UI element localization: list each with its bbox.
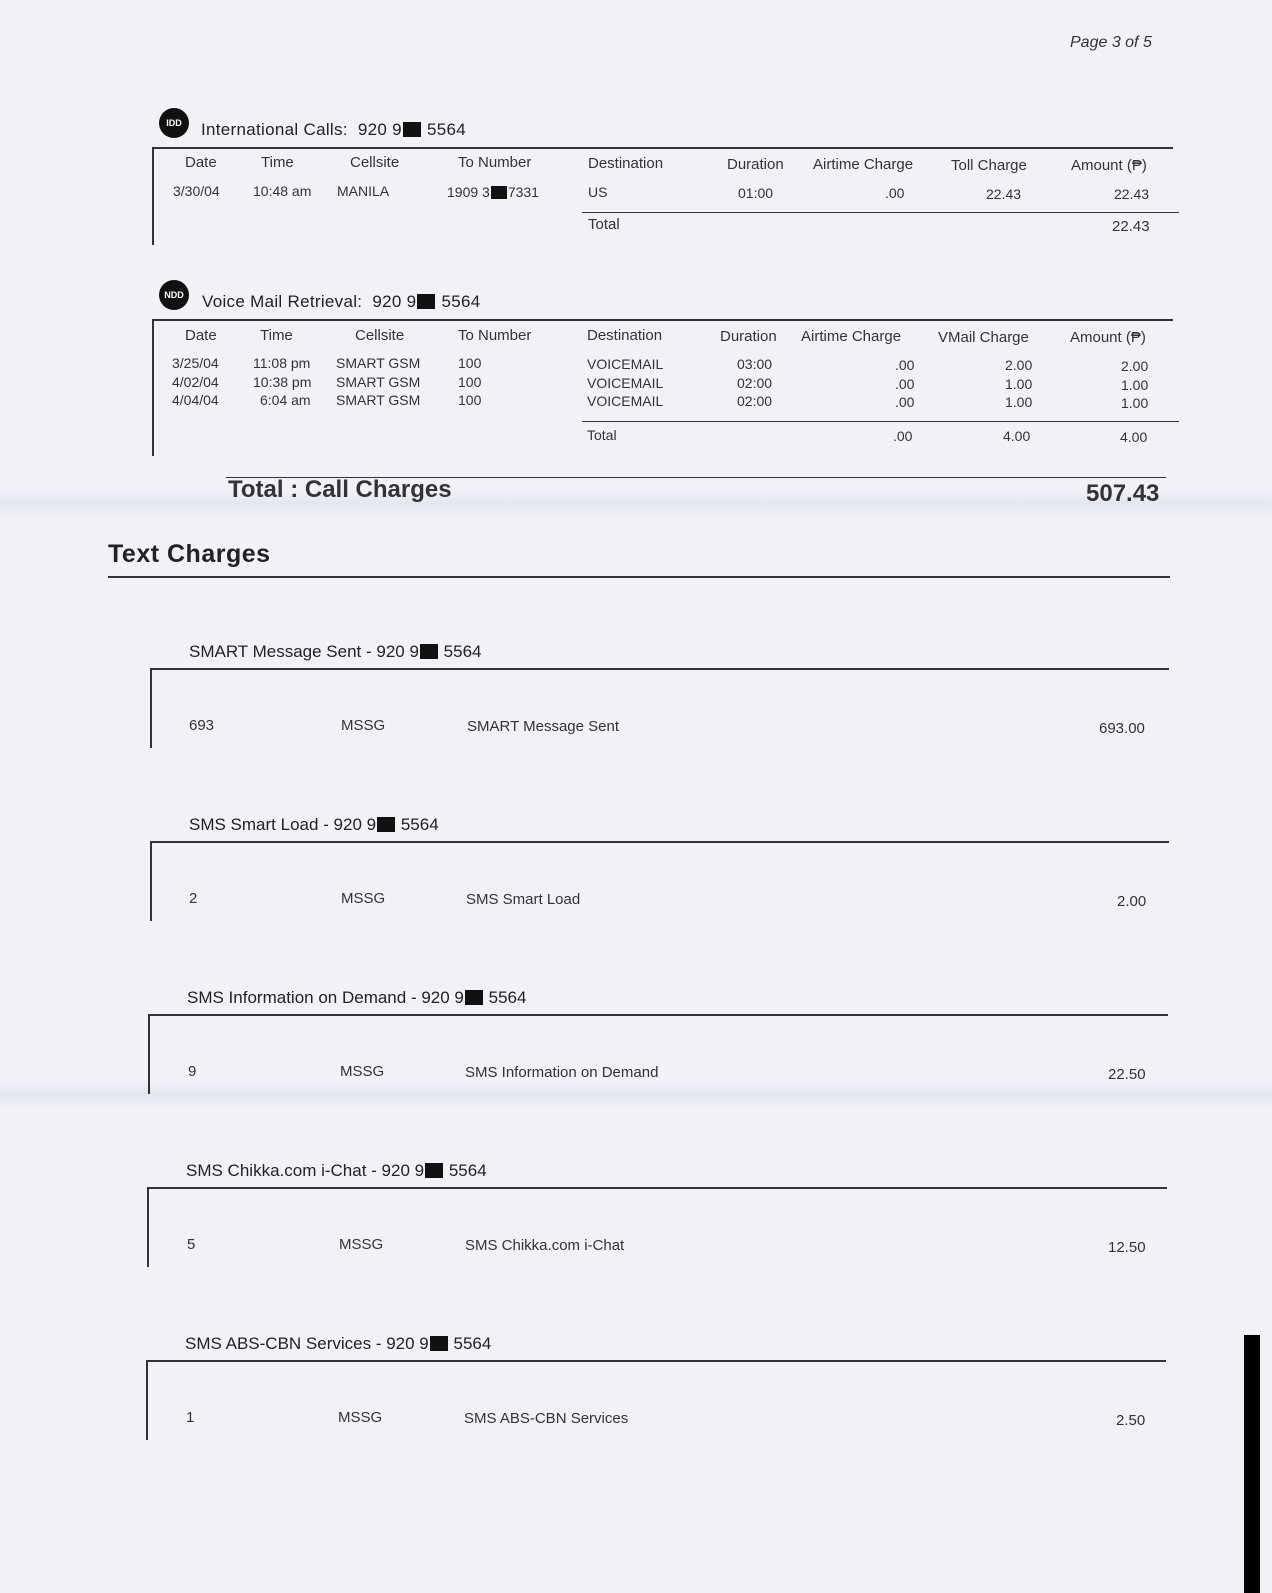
col-header-date: Date <box>185 327 217 344</box>
title-suffix: 5564 <box>443 642 482 661</box>
col-header-to-number: To Number <box>458 327 532 344</box>
section-left-rule <box>150 668 152 748</box>
redaction-mark <box>417 294 435 309</box>
cell-amount: 12.50 <box>1108 1239 1146 1256</box>
idd-badge-icon: IDD <box>159 108 189 138</box>
cell-count: 1 <box>186 1409 195 1426</box>
redaction-mark <box>465 990 483 1005</box>
col-header-airtime-charge: Airtime Charge <box>813 156 914 173</box>
col-header-time: Time <box>261 154 294 171</box>
scan-edge-bar <box>1244 1335 1260 1593</box>
cell-count: 2 <box>189 890 198 907</box>
cell-destination: VOICEMAIL <box>587 393 664 409</box>
cell-count: 5 <box>187 1236 196 1253</box>
cell-vmail-charge: 2.00 <box>1005 357 1033 373</box>
phone-number-suffix: 5564 <box>441 292 481 311</box>
section-left-rule <box>147 1187 149 1267</box>
section-left-rule <box>152 319 154 456</box>
cell-duration: 03:00 <box>737 356 773 372</box>
redaction-mark <box>420 644 438 659</box>
cell-cellsite: SMART GSM <box>336 355 421 371</box>
col-header-cellsite: Cellsite <box>350 154 400 171</box>
page-number: Page 3 of 5 <box>1070 34 1152 51</box>
cell-amount: 22.43 <box>1114 186 1150 202</box>
cell-type: MSSG <box>341 890 386 907</box>
title-prefix: SMS Chikka.com i-Chat - 920 9 <box>186 1161 425 1180</box>
cell-airtime-charge: .00 <box>895 357 915 373</box>
cell-airtime-charge: .00 <box>895 394 915 410</box>
text-section-title <box>189 815 439 835</box>
section-left-rule <box>152 147 154 245</box>
redaction-mark <box>377 817 395 832</box>
section-left-rule <box>150 841 152 921</box>
section-top-rule <box>153 319 1173 321</box>
paper-fold <box>0 1080 1272 1108</box>
cell-count: 9 <box>188 1063 197 1080</box>
paper-fold <box>0 490 1272 518</box>
col-header-vmail-charge: VMail Charge <box>938 329 1029 346</box>
cell-vmail-charge: 1.00 <box>1005 376 1033 392</box>
col-header-date: Date <box>185 154 217 171</box>
cell-time: 10:38 pm <box>253 374 312 390</box>
cell-cellsite: MANILA <box>337 183 390 199</box>
cell-time: 6:04 am <box>260 392 311 408</box>
col-header-amount: Amount (₱) <box>1070 329 1146 346</box>
section-label: International Calls: <box>201 120 348 139</box>
total-rule <box>582 212 1179 213</box>
cell-date: 3/25/04 <box>172 355 219 371</box>
text-section-title <box>185 1334 491 1354</box>
title-suffix: 5564 <box>488 988 527 1007</box>
title-prefix: SMART Message Sent - 920 9 <box>189 642 419 661</box>
cell-amount: 693.00 <box>1099 720 1145 737</box>
title-prefix: SMS Smart Load - 920 9 <box>189 815 377 834</box>
call-charges-total-amount: 507.43 <box>1086 480 1160 507</box>
cell-toll-charge: 22.43 <box>986 186 1022 202</box>
cell-duration: 02:00 <box>737 375 773 391</box>
total-rule <box>582 421 1179 422</box>
cell-amount: 2.00 <box>1121 358 1149 374</box>
cell-time: 10:48 am <box>253 183 312 199</box>
cell-description: SMART Message Sent <box>467 718 620 735</box>
cell-amount: 2.50 <box>1116 1412 1146 1429</box>
title-prefix: SMS Information on Demand - 920 9 <box>187 988 464 1007</box>
text-section-title <box>189 642 482 662</box>
cell-duration: 01:00 <box>738 185 774 201</box>
col-header-destination: Destination <box>587 327 663 344</box>
cell-date: 4/02/04 <box>172 374 219 390</box>
cell-description: SMS Chikka.com i-Chat <box>465 1237 625 1254</box>
text-section-title <box>186 1161 487 1181</box>
section-top-rule <box>151 841 1169 843</box>
phone-number-prefix: 920 9 <box>357 120 402 139</box>
redaction-mark <box>403 122 421 137</box>
cell-type: MSSG <box>338 1409 383 1426</box>
cell-description: SMS ABS-CBN Services <box>464 1410 629 1427</box>
redaction-mark <box>430 1336 448 1351</box>
to-number-prefix: 1909 3 <box>447 184 490 200</box>
cell-vmail-charge: 1.00 <box>1005 394 1033 410</box>
cell-airtime-charge: .00 <box>885 185 905 201</box>
total-label: Total <box>587 427 617 443</box>
section-top-rule <box>148 1187 1167 1189</box>
cell-duration: 02:00 <box>737 393 773 409</box>
redaction-mark <box>425 1163 443 1178</box>
voicemail-title <box>202 292 480 312</box>
total-amount: 22.43 <box>1112 218 1150 235</box>
section-top-rule <box>149 1014 1168 1016</box>
cell-to-number <box>447 184 539 200</box>
cell-amount: 1.00 <box>1121 395 1149 411</box>
col-header-amount: Amount (₱) <box>1071 157 1147 174</box>
cell-destination: US <box>588 184 608 200</box>
col-header-to-number: To Number <box>458 154 532 171</box>
cell-amount: 22.50 <box>1108 1066 1146 1083</box>
cell-to-number: 100 <box>458 374 482 390</box>
cell-amount: 2.00 <box>1117 893 1147 910</box>
section-top-rule <box>151 668 1169 670</box>
cell-destination: VOICEMAIL <box>587 375 664 391</box>
section-top-rule <box>147 1360 1166 1362</box>
cell-time: 11:08 pm <box>253 355 311 371</box>
to-number-suffix: 7331 <box>507 184 539 200</box>
cell-amount: 1.00 <box>1121 377 1149 393</box>
cell-date: 3/30/04 <box>173 183 220 199</box>
cell-to-number: 100 <box>458 392 482 408</box>
cell-type: MSSG <box>341 717 386 734</box>
section-label: Voice Mail Retrieval: <box>202 292 363 311</box>
text-charges-rule <box>108 576 1170 578</box>
section-top-rule <box>153 147 1173 149</box>
phone-number-prefix: 920 9 <box>372 292 417 311</box>
cell-to-number: 100 <box>458 355 482 371</box>
cell-description: SMS Smart Load <box>466 891 581 908</box>
title-suffix: 5564 <box>448 1161 487 1180</box>
call-charges-total-label: Total : Call Charges <box>228 476 452 503</box>
section-left-rule <box>146 1360 148 1440</box>
text-charges-heading: Text Charges <box>108 540 271 568</box>
title-suffix: 5564 <box>400 815 439 834</box>
section-left-rule <box>148 1014 150 1094</box>
col-header-time: Time <box>260 327 293 344</box>
total-vmail: 4.00 <box>1003 428 1031 444</box>
cell-description: SMS Information on Demand <box>465 1064 659 1081</box>
col-header-duration: Duration <box>720 328 777 345</box>
total-label: Total <box>588 216 620 233</box>
col-header-duration: Duration <box>727 156 784 173</box>
cell-cellsite: SMART GSM <box>336 374 421 390</box>
total-amount: 4.00 <box>1120 429 1148 445</box>
cell-destination: VOICEMAIL <box>587 356 664 372</box>
title-suffix: 5564 <box>453 1334 492 1353</box>
ndd-badge-icon: NDD <box>159 280 189 310</box>
col-header-toll-charge: Toll Charge <box>951 157 1027 174</box>
col-header-destination: Destination <box>588 155 664 172</box>
international-calls-title <box>201 120 466 140</box>
col-header-cellsite: Cellsite <box>355 327 405 344</box>
cell-cellsite: SMART GSM <box>336 392 421 408</box>
cell-type: MSSG <box>340 1063 385 1080</box>
col-header-airtime-charge: Airtime Charge <box>801 328 902 345</box>
cell-airtime-charge: .00 <box>895 376 915 392</box>
phone-number-suffix: 5564 <box>426 120 466 139</box>
cell-count: 693 <box>189 717 215 734</box>
cell-type: MSSG <box>339 1236 384 1253</box>
title-prefix: SMS ABS-CBN Services - 920 9 <box>185 1334 429 1353</box>
total-airtime: .00 <box>893 428 913 444</box>
cell-date: 4/04/04 <box>172 392 219 408</box>
text-section-title <box>187 988 526 1008</box>
redaction-mark <box>491 186 507 199</box>
